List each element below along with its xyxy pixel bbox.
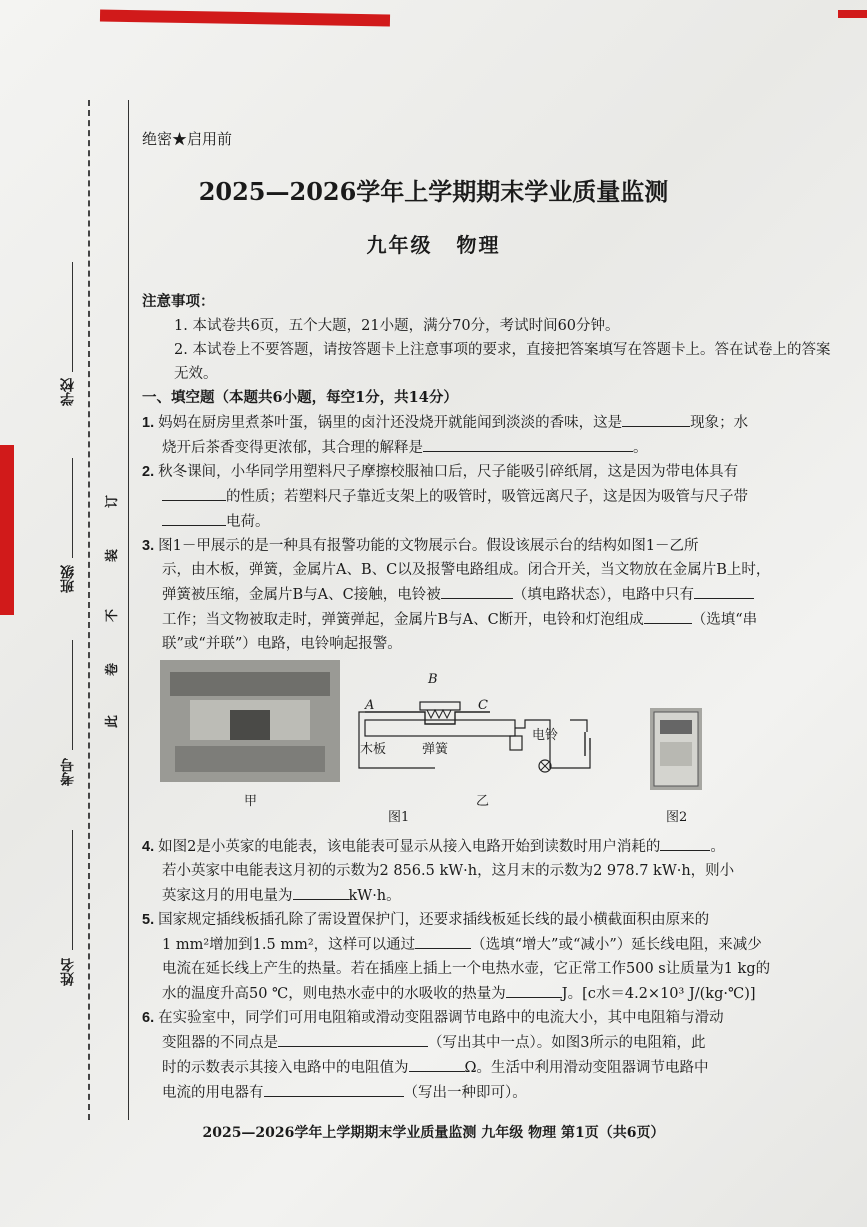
- question-text: 电荷。: [226, 514, 270, 530]
- answer-blank[interactable]: [423, 435, 633, 452]
- question-text: kW·h。: [348, 888, 401, 904]
- question-text: 时的示数表示其接入电路中的电阻值为: [162, 1060, 409, 1076]
- question-text: 。: [710, 839, 725, 855]
- exam-content-lower: [142, 834, 832, 1105]
- question-text: 变阻器的不同点是: [162, 1035, 278, 1051]
- top-secret-mark: 绝密★启用前: [142, 130, 233, 148]
- binding-word-ci: 此: [105, 714, 121, 729]
- question-text: 水的温度升高50 ℃，则电热水壶中的水吸收的热量为: [162, 986, 506, 1002]
- binding-name-label: 姓名: [60, 958, 76, 986]
- question-text: Ω。生活中利用滑动变阻器调节电路中: [464, 1060, 709, 1076]
- section-1-heading: 一、填空题（本题共6小题，每空1分，共14分）: [142, 389, 458, 406]
- red-paper-edge-right: [838, 10, 867, 18]
- question-text: 图1－甲展示的是一种具有报警功能的文物展示台。假设该展示台的结构如图1－乙所: [158, 538, 699, 554]
- question-number: 6.: [142, 1010, 155, 1026]
- question-3-cont2: [142, 582, 832, 607]
- question-text: 1 mm²增加到1.5 mm²，这样可以通过: [162, 937, 416, 953]
- question-text: 如图2是小英家的电能表，该电能表可显示从接入电路开始到读数时用户消耗的: [158, 839, 661, 855]
- binding-class-label: 班级: [60, 565, 76, 593]
- question-text: 在实验室中，同学们可用电阻箱或滑动变阻器调节电路中的电流大小，其中电阻箱与滑动: [158, 1010, 724, 1026]
- metal-plate-c-label: C: [478, 698, 488, 713]
- answer-blank[interactable]: [415, 932, 471, 949]
- binding-word-ding: 订: [105, 494, 121, 509]
- metal-plate-a-label: A: [365, 698, 375, 713]
- question-text: （写出其中一点）。如图3所示的电阻箱，此: [428, 1035, 706, 1051]
- question-number: 3.: [142, 538, 155, 554]
- name-rule: [72, 830, 73, 950]
- question-5: [142, 908, 832, 932]
- question-number: 1.: [142, 415, 155, 431]
- figure-2-caption: 图2: [666, 810, 688, 825]
- question-text: 国家规定插线板插孔除了需设置保护门，还要求插线板延长线的最小横截面积由原来的: [158, 912, 710, 928]
- question-text: 弹簧被压缩，金属片B与A、C接触，电铃被: [162, 587, 441, 603]
- question-text: 的性质；若塑料尺子靠近支架上的吸管时，吸管远离尺子，这是因为吸管与尺子带: [226, 489, 748, 505]
- question-text: （写出一种即可）。: [403, 1085, 527, 1101]
- display-stand-photo-image: [160, 660, 340, 782]
- red-paper-edge-top: [100, 9, 390, 26]
- question-3-cont3: [142, 607, 832, 632]
- grade-label: 九年级: [366, 233, 433, 257]
- spring-label: 弹簧: [422, 742, 449, 757]
- question-2-cont: [142, 484, 832, 509]
- question-6: [142, 1006, 832, 1030]
- answer-blank[interactable]: [660, 834, 710, 851]
- red-paper-edge-left: [0, 445, 14, 615]
- question-5-cont3: [142, 981, 832, 1006]
- binding-school-label: 学校: [60, 378, 76, 406]
- question-1: [142, 410, 832, 435]
- class-rule: [72, 458, 73, 558]
- exam-title: 2025—2026学年上学期期末学业质量监测: [198, 177, 669, 206]
- page-footer: 2025—2026学年上学期期末学业质量监测 九年级 物理 第1页（共6页）: [202, 1125, 665, 1141]
- figure-area: [160, 660, 720, 830]
- display-stand-photo: [160, 660, 340, 782]
- question-6-cont2: [142, 1055, 832, 1080]
- answer-blank[interactable]: [293, 883, 349, 900]
- question-text: 秋冬课间，小华同学用塑料尺子摩擦校服袖口后，尺子能吸引碎纸屑，这是因为带电体具有: [158, 464, 739, 480]
- alarm-circuit-diagram: [355, 680, 605, 790]
- binding-word-bu: 不: [105, 608, 121, 623]
- electric-meter-image: [650, 708, 702, 790]
- binding-exam-no-label: 考号: [60, 758, 76, 786]
- question-2: [142, 460, 832, 484]
- wood-board-label: 木板: [360, 742, 387, 757]
- question-1-cont: [142, 435, 832, 460]
- question-text: （选填“串: [691, 612, 758, 628]
- question-text: （填电路状态），电路中只有: [512, 587, 694, 603]
- exam-content: [142, 290, 832, 656]
- question-6-cont: [142, 1030, 832, 1055]
- answer-blank[interactable]: [278, 1030, 428, 1047]
- electric-bell-label: 电铃: [532, 728, 559, 743]
- answer-blank[interactable]: [506, 981, 562, 998]
- notice-heading: 注意事项：: [142, 293, 215, 310]
- subject-label: 物理: [456, 233, 501, 257]
- answer-blank[interactable]: [162, 509, 226, 526]
- binding-word-zhuang: 装: [105, 548, 121, 563]
- question-6-cont3: [142, 1080, 832, 1105]
- answer-blank[interactable]: [264, 1080, 404, 1097]
- binding-word-juan: 卷: [105, 662, 121, 677]
- school-rule: [72, 262, 73, 372]
- question-number: 4.: [142, 839, 155, 855]
- question-4-cont2: [142, 883, 832, 908]
- question-4: [142, 834, 832, 859]
- exam-no-rule: [72, 640, 73, 750]
- question-text: （选填“增大”或“减小”）延长线电阻，来减少: [471, 937, 762, 953]
- question-3-cont: 示，由木板，弹簧，金属片A、B、C以及报警电路组成。闭合开关，当文物放在金属片B上时，: [162, 562, 771, 578]
- question-number: 5.: [142, 912, 155, 928]
- question-3-cont4: 联”或“并联”）电路，电铃响起报警。: [162, 636, 402, 652]
- answer-blank[interactable]: [622, 410, 690, 427]
- notice-item-2: 2. 本试卷上不要答题，请按答题卡上注意事项的要求，直接把答案填写在答题卡上。答在试卷上的答案无效。: [174, 342, 831, 382]
- figure-1-caption: 图1: [388, 810, 410, 825]
- answer-blank[interactable]: [441, 582, 513, 599]
- answer-blank[interactable]: [644, 607, 692, 624]
- answer-blank[interactable]: [694, 582, 754, 599]
- question-text: 电流的用电器有: [162, 1085, 264, 1101]
- exam-subtitle: [0, 229, 867, 258]
- question-text: 现象；水: [690, 415, 749, 431]
- answer-blank[interactable]: [162, 484, 226, 501]
- question-3: [142, 534, 832, 558]
- figure-label-jia: 甲: [244, 794, 258, 809]
- figure-label-yi: 乙: [476, 794, 490, 809]
- electric-meter-photo: [650, 708, 702, 790]
- question-text: 。: [633, 440, 648, 456]
- question-text: 工作；当文物被取走时，弹簧弹起，金属片B与A、C断开，电铃和灯泡组成: [162, 612, 644, 628]
- question-text: 英家这月的用电量为: [162, 888, 293, 904]
- metal-plate-b-label: B: [428, 672, 438, 687]
- question-number: 2.: [142, 464, 155, 480]
- question-text: J。[c水＝4.2×10³ J/(kg·℃)]: [561, 986, 756, 1002]
- question-5-cont: [142, 932, 832, 957]
- question-5-cont2: 电流在延长线上产生的热量。若在插座上插上一个电热水壶，它正常工作500 s让质量为1 kg的: [162, 961, 771, 977]
- answer-blank[interactable]: [409, 1055, 465, 1072]
- question-4-cont: 若小英家中电能表这月初的示数为2 856.5 kW·h，这月末的示数为2 978.7 kW·h，则小: [162, 863, 735, 879]
- question-text: 烧开后茶香变得更浓郁，其合理的解释是: [162, 440, 423, 456]
- question-text: 妈妈在厨房里煮茶叶蛋，锅里的卤汁还没烧开就能闻到淡淡的香味，这是: [158, 415, 623, 431]
- notice-item-1: 1. 本试卷共6页，五个大题，21小题，满分70分，考试时间60分钟。: [174, 318, 620, 334]
- question-2-cont2: [142, 509, 832, 534]
